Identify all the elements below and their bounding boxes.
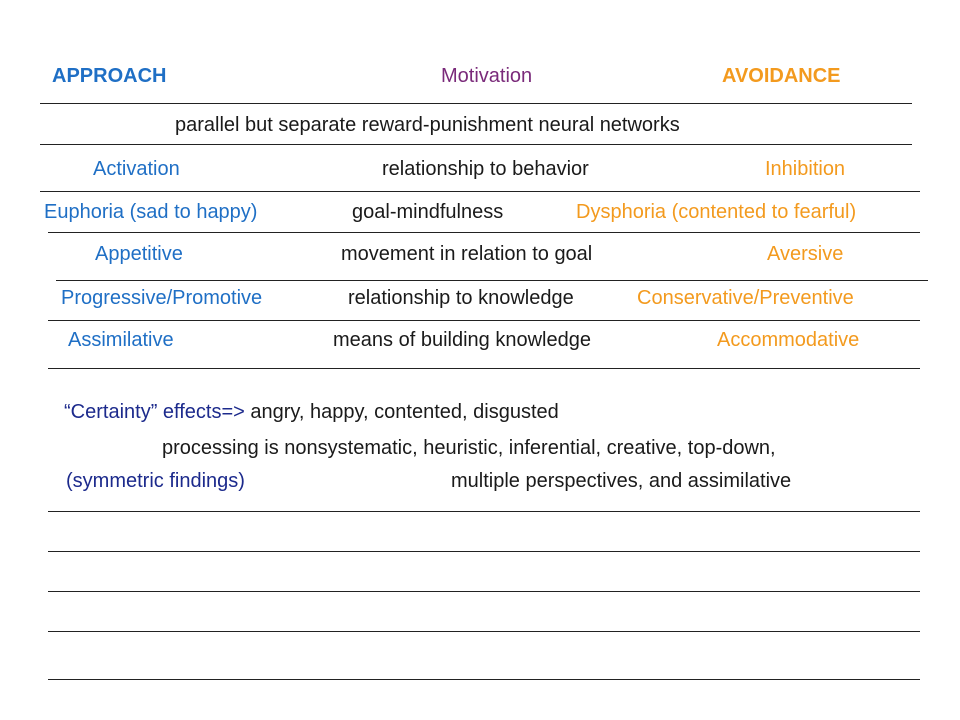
row-right-label: Aversive: [767, 243, 844, 265]
row-left-label: Appetitive: [95, 243, 183, 265]
row-middle-label: goal-mindfulness: [352, 201, 504, 223]
divider-line: [48, 679, 920, 680]
row-right-label: Conservative/Preventive: [637, 287, 854, 309]
divider-line: [40, 103, 912, 104]
row-middle-label: movement in relation to goal: [341, 243, 593, 265]
row-right-label: Accommodative: [717, 329, 860, 351]
divider-line: [56, 280, 928, 281]
avoidance-heading: AVOIDANCE: [722, 65, 841, 87]
symmetric-findings-note: (symmetric findings): [66, 470, 245, 492]
row-middle-label: means of building knowledge: [333, 329, 591, 351]
motivation-heading: Motivation: [441, 65, 533, 87]
row-right-label: Inhibition: [765, 158, 846, 180]
emotions-list: angry, happy, contented, disgusted: [244, 401, 559, 423]
row-middle-label: relationship to knowledge: [348, 287, 574, 309]
divider-line: [48, 320, 920, 321]
divider-line: [48, 368, 920, 369]
divider-line: [48, 511, 920, 512]
certainty-label: “Certainty” effects: [64, 401, 222, 423]
row-left-label: Euphoria (sad to happy): [44, 201, 258, 223]
approach-heading: APPROACH: [52, 65, 167, 87]
processing-description-line2: multiple perspectives, and assimilative: [451, 470, 792, 492]
arrow-symbol: =>: [221, 401, 245, 423]
row-left-label: Assimilative: [68, 329, 174, 351]
subtitle: parallel but separate reward-punishment neural networks: [175, 114, 680, 136]
divider-line: [48, 232, 920, 233]
divider-line: [48, 591, 920, 592]
certainty-effects-line: [64, 400, 559, 424]
processing-description-line1: processing is nonsystematic, heuristic, inferential, creative, top-down,: [162, 437, 776, 459]
divider-line: [48, 551, 920, 552]
row-middle-label: relationship to behavior: [382, 158, 589, 180]
divider-line: [48, 631, 920, 632]
divider-line: [40, 144, 912, 145]
row-left-label: Progressive/Promotive: [61, 287, 263, 309]
row-left-label: Activation: [93, 158, 180, 180]
divider-line: [40, 191, 920, 192]
row-right-label: Dysphoria (contented to fearful): [576, 201, 857, 223]
